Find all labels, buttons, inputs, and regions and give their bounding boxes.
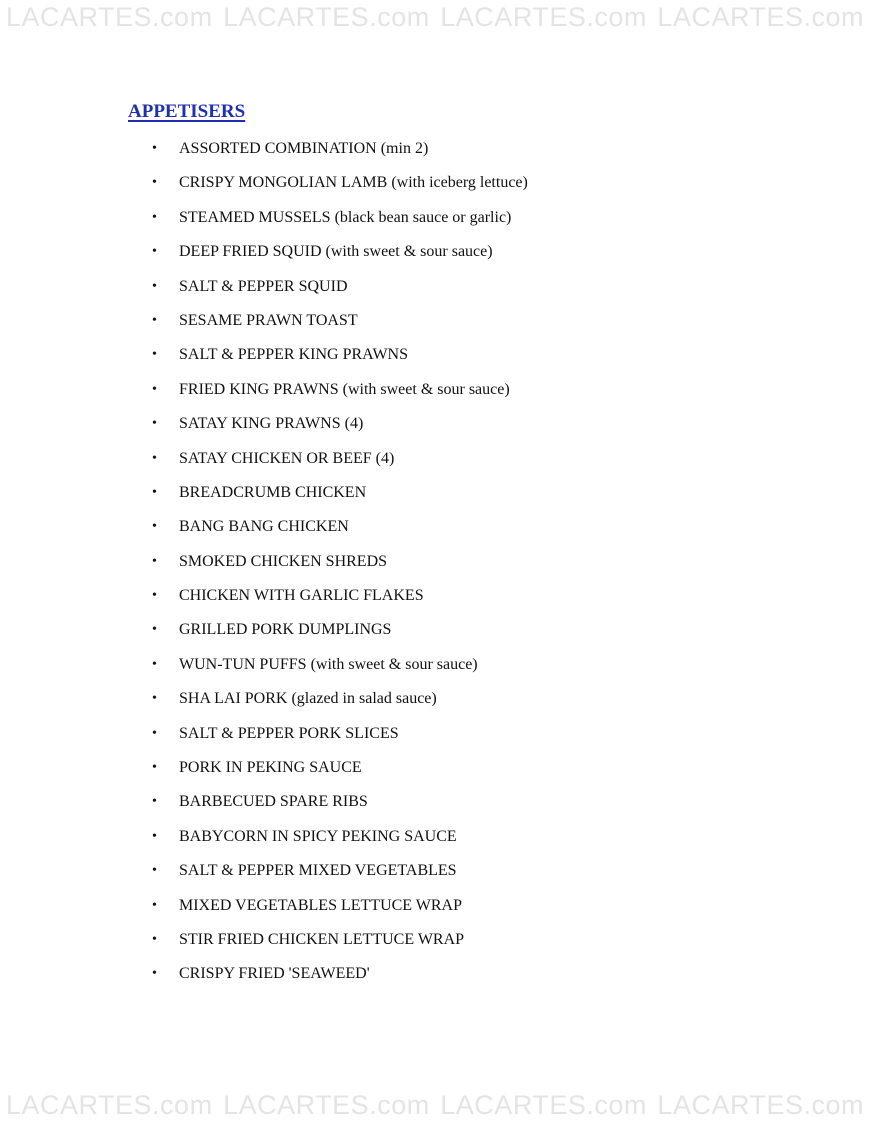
watermark-text: LACARTES.com: [657, 1090, 864, 1120]
bullet-icon: •: [152, 828, 157, 844]
bullet-icon: •: [152, 416, 157, 432]
bullet-icon: •: [152, 622, 157, 638]
menu-item-text: BREADCRUMB CHICKEN: [179, 483, 367, 501]
menu-item-text: SALT & PEPPER PORK SLICES: [179, 724, 399, 742]
watermark-top: [0, 2, 870, 33]
watermark-text: LACARTES.com: [6, 2, 213, 32]
bullet-icon: •: [152, 691, 157, 707]
menu-item-text: SESAME PRAWN TOAST: [179, 311, 358, 329]
bullet-icon: •: [152, 244, 157, 260]
watermark-text: LACARTES.com: [440, 2, 647, 32]
bullet-icon: •: [152, 897, 157, 913]
bullet-icon: •: [152, 760, 157, 776]
bullet-icon: •: [152, 381, 157, 397]
menu-item-text: SATAY CHICKEN OR BEEF (4): [179, 449, 395, 467]
menu-item-text: PORK IN PEKING SAUCE: [179, 759, 362, 777]
menu-item-text: BANG BANG CHICKEN: [179, 518, 349, 536]
menu-item-text: ASSORTED COMBINATION (min 2): [179, 140, 429, 157]
menu-item-text: SALT & PEPPER MIXED VEGETABLES: [179, 862, 457, 880]
menu-item-text: SALT & PEPPER KING PRAWNS: [179, 346, 408, 364]
bullet-icon: •: [152, 484, 157, 500]
watermark-text: LACARTES.com: [657, 2, 864, 32]
bullet-icon: •: [152, 312, 157, 328]
menu-item-text: STEAMED MUSSELS (black bean sauce or garlic): [179, 208, 512, 226]
menu-item-text: DEEP FRIED SQUID (with sweet & sour sauce): [179, 243, 493, 261]
bullet-icon: •: [152, 931, 157, 947]
bullet-icon: •: [152, 209, 157, 225]
watermark-text: LACARTES.com: [440, 1090, 647, 1120]
bullet-icon: •: [152, 863, 157, 879]
bullet-icon: •: [152, 141, 157, 156]
bullet-icon: •: [152, 278, 157, 294]
bullet-icon: •: [152, 347, 157, 363]
menu-item-text: MIXED VEGETABLES LETTUCE WRAP: [179, 896, 462, 914]
menu-item-text: CRISPY FRIED 'SEAWEED': [179, 965, 370, 983]
menu-item-text: SHA LAI PORK (glazed in salad sauce): [179, 690, 437, 708]
menu-item-text: CHICKEN WITH GARLIC FLAKES: [179, 587, 424, 605]
bullet-icon: •: [152, 553, 157, 569]
section-heading-appetisers[interactable]: APPETISERS: [128, 101, 246, 122]
watermark-text: LACARTES.com: [223, 1090, 430, 1120]
bullet-icon: •: [152, 725, 157, 741]
bullet-icon: •: [152, 656, 157, 672]
bullet-icon: •: [152, 175, 157, 191]
menu-item-text: STIR FRIED CHICKEN LETTUCE WRAP: [179, 930, 465, 948]
menu-item-text: SMOKED CHICKEN SHREDS: [179, 552, 388, 570]
menu-item-text: CRISPY MONGOLIAN LAMB (with iceberg lettuce): [179, 174, 528, 192]
bullet-icon: •: [152, 450, 157, 466]
watermark-text: LACARTES.com: [6, 1090, 213, 1120]
menu-item-text: FRIED KING PRAWNS (with sweet & sour sauce): [179, 380, 510, 398]
menu-item-text: WUN-TUN PUFFS (with sweet & sour sauce): [179, 655, 478, 673]
menu-item-text: SATAY KING PRAWNS (4): [179, 415, 364, 433]
menu-item-text: SALT & PEPPER SQUID: [179, 277, 348, 295]
bullet-icon: •: [152, 794, 157, 810]
bullet-icon: •: [152, 588, 157, 604]
bullet-icon: •: [152, 966, 157, 982]
watermark-text: LACARTES.com: [223, 2, 430, 32]
menu-item-text: BABYCORN IN SPICY PEKING SAUCE: [179, 827, 457, 845]
menu-item-text: GRILLED PORK DUMPLINGS: [179, 621, 392, 639]
watermark-bottom: [0, 1090, 870, 1121]
menu-item-text: BARBECUED SPARE RIBS: [179, 793, 368, 811]
bullet-icon: •: [152, 519, 157, 535]
